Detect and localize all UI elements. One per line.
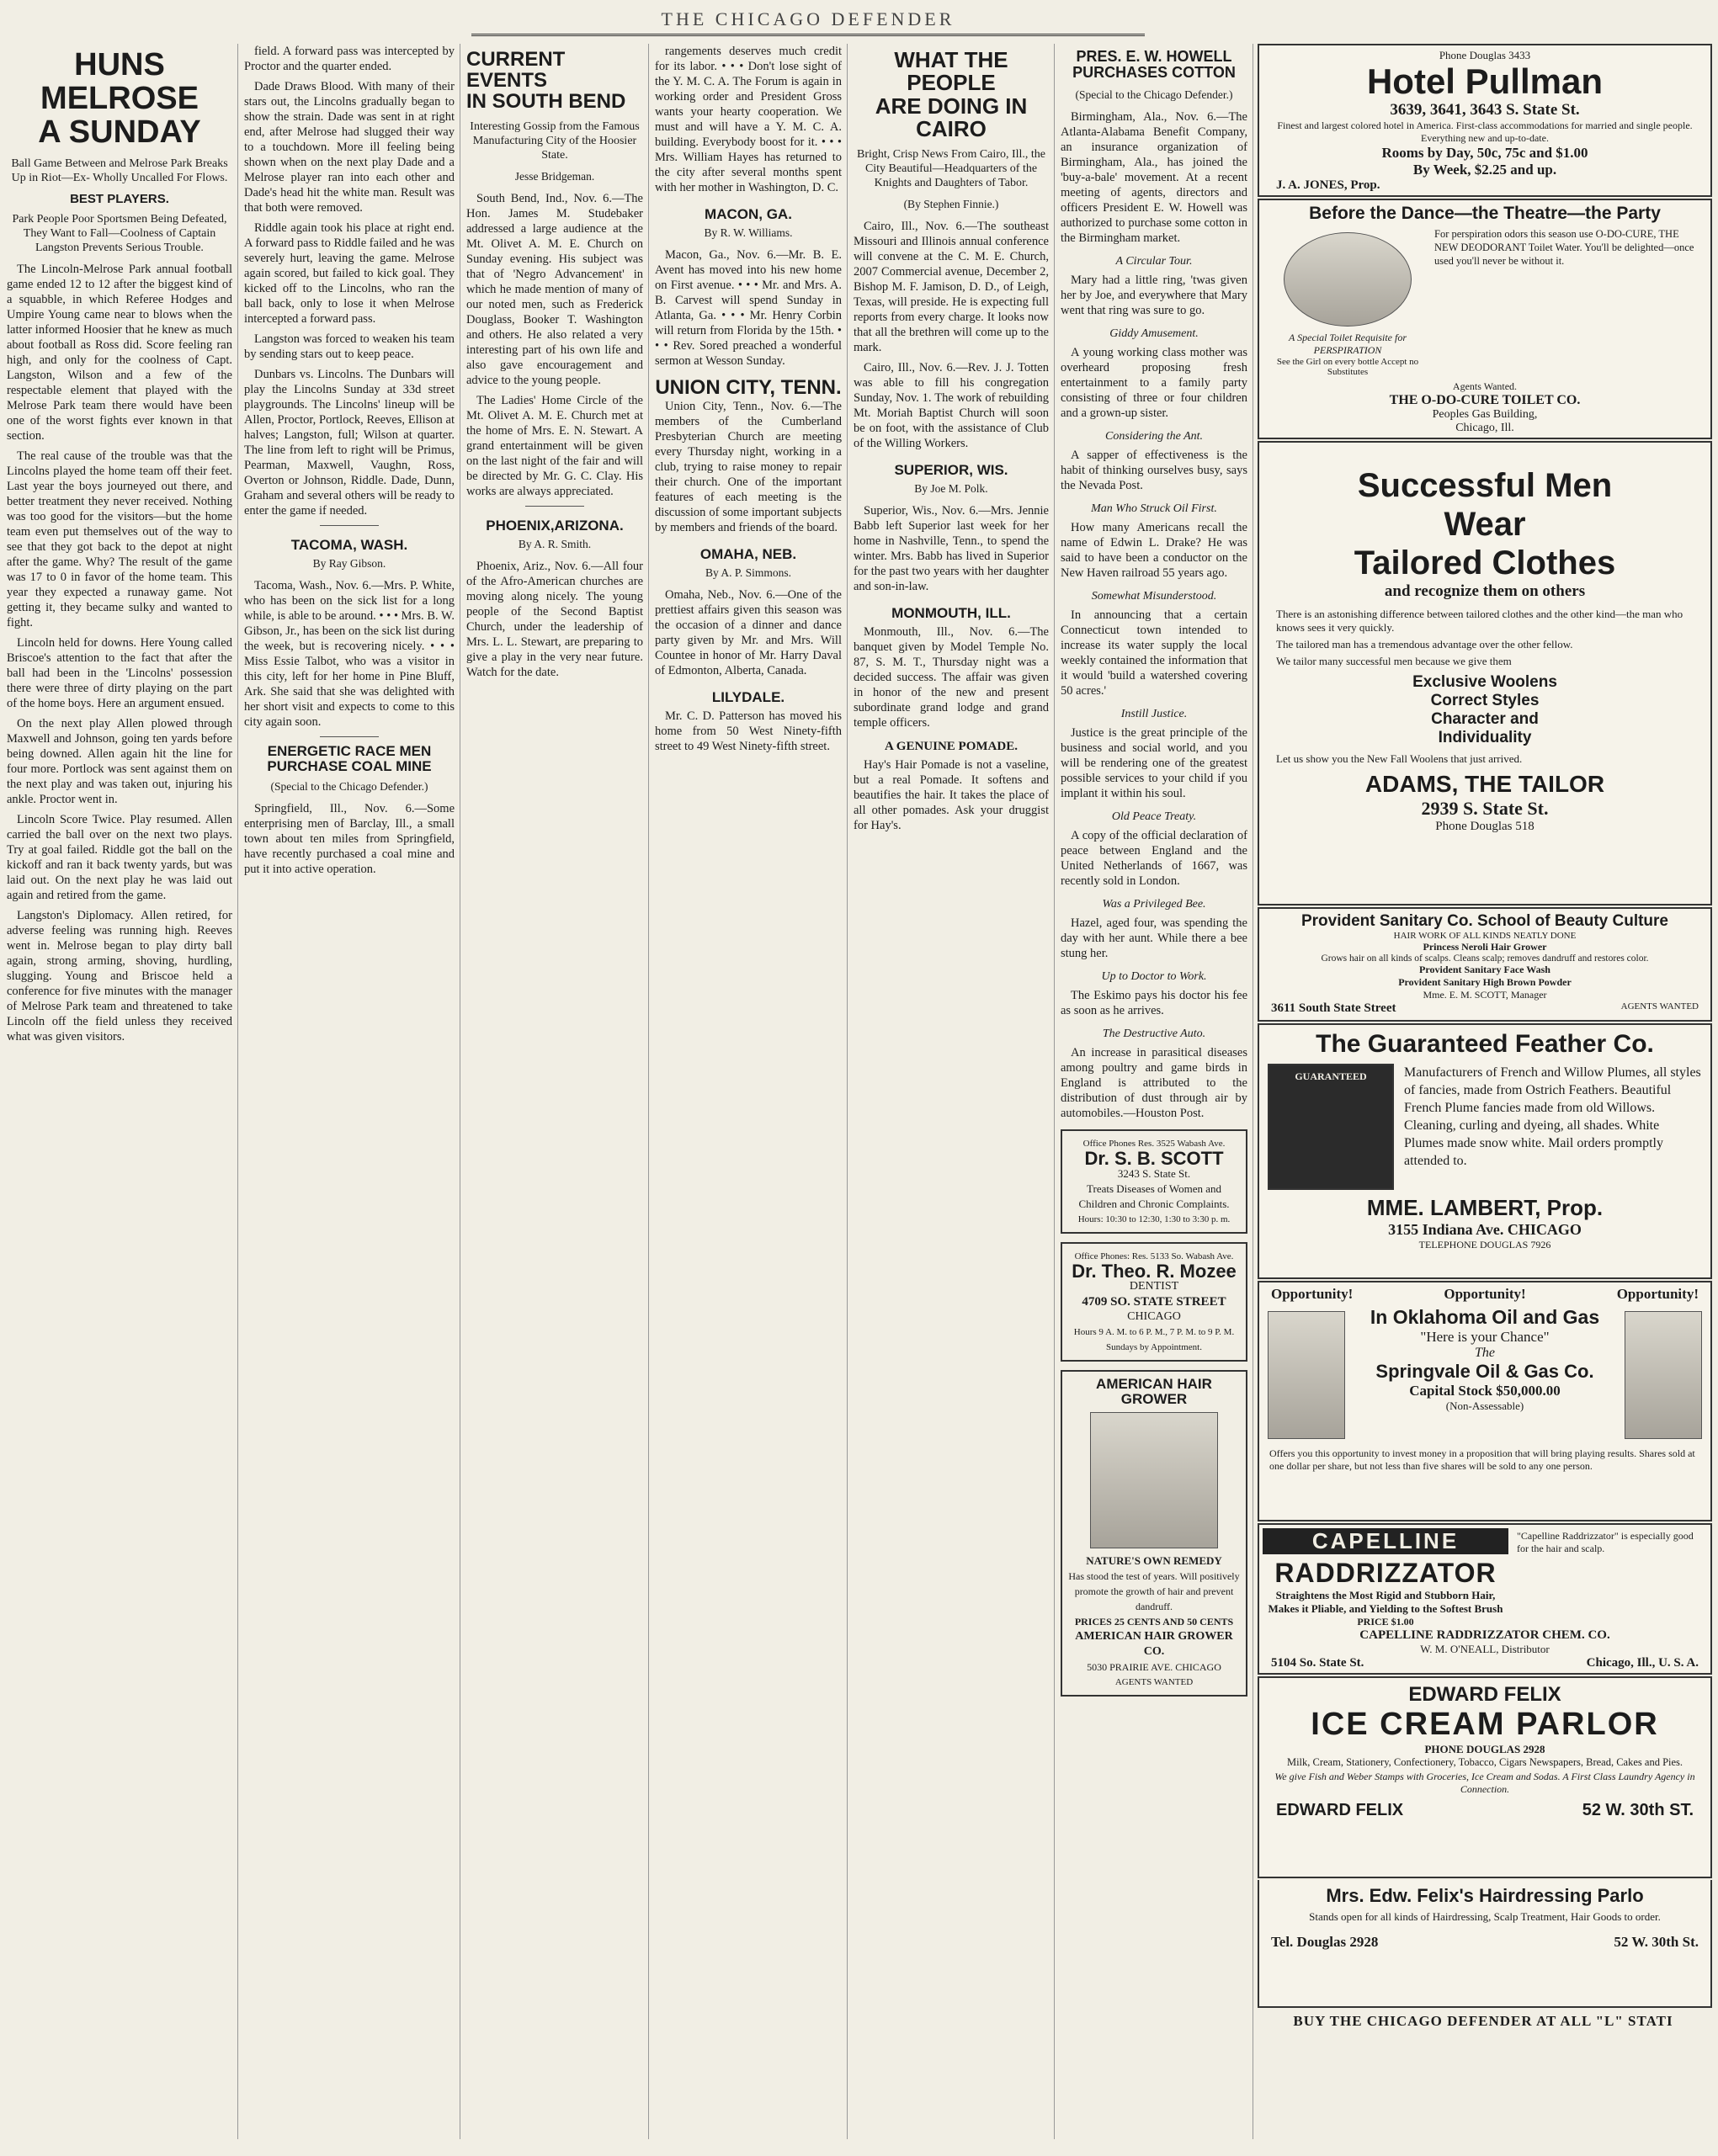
capelline-price: PRICE $1.00	[1357, 1616, 1414, 1628]
coal-mine-headline: ENERGETIC RACE MEN PURCHASE COAL MINE	[267, 743, 432, 774]
felix-hairdressing-ad	[1258, 1880, 1712, 2008]
feather-name: MME. LAMBERT, Prop.	[1366, 1195, 1604, 1220]
oil-derrick-illustration	[1268, 1311, 1345, 1439]
feather-address: 3155 Indiana Ave. CHICAGO	[1388, 1221, 1582, 1238]
provident-title: Provident Sanitary Co. School of Beauty Culture	[1300, 912, 1668, 930]
macon-text: Macon, Ga., Nov. 6.—Mr. B. E. Avent has moved into his new home on First avenue. • • • Mr. and Mrs. A. B. Carvest will spend Sunday in Atlanta, Ga. • • • Mr. Henry Corbin will return from Florida by the 15th. • • • Rev. Sored preached a wonderful sermon at Wesson Sunday.	[655, 248, 842, 368]
pullman-rates-week: By Week, $2.25 and up.	[1412, 162, 1557, 178]
lilydale-text: Mr. C. D. Patterson has moved his home from 50 West Ninety-fifth street to 49 West Ninety-fifth street.	[655, 709, 842, 753]
hair-grower-title: AMERICAN HAIR GROWER	[1096, 1375, 1212, 1407]
item-text: Mary had a little ring, 'twas given her by Joe, and everywhere that Mary went that ring was sure to go.	[1061, 273, 1247, 317]
lilydale-heading: LILYDALE.	[711, 689, 785, 705]
felix-hair-phone: Tel. Douglas 2928	[1271, 1934, 1379, 1950]
feather-text: Manufacturers of French and Willow Plumes, all styles of fancies, made from Ostrich Feathers. Beautiful French Plume fancies made from old Willows. Cleaning, curling and dyeing, all shades. White Plumes made snow white. Mail orders promptly attended to.	[1404, 1065, 1701, 1168]
adams-address: 2939 S. State St.	[1421, 798, 1549, 819]
oil-derrick-illustration	[1625, 1311, 1702, 1439]
page-masthead: THE CHICAGO DEFENDER	[471, 5, 1145, 36]
capelline-name-1: CAPELLINE	[1263, 1528, 1508, 1554]
adams-bullet: The tailored man has a tremendous advantage over the other fellow.	[1276, 638, 1573, 651]
odocure-seal: A Special Toilet Requisite for PERSPIRATION	[1289, 332, 1407, 356]
provident-sub: HAIR WORK OF ALL KINDS NEATLY DONE	[1393, 931, 1577, 941]
item-heading: Up to Doctor to Work.	[1101, 969, 1207, 983]
item-text: An increase in parasitical diseases among poultry and game birds in England is attributed to the distribution of dust through air by automobiles.—Houston Post.	[1061, 1045, 1247, 1120]
item-heading: Old Peace Treaty.	[1111, 810, 1197, 823]
oil-opportunity: Opportunity!	[1616, 1286, 1699, 1302]
item-heading: Considering the Ant.	[1104, 429, 1204, 443]
adams-feature: Character and	[1431, 710, 1539, 728]
south-bend-continued: rangements deserves much credit for its labor. • • • Don't lose sight of the Y. M. C. A. The Forum is again in working order and President Gross wants your hearty cooperation. We must and will have a Y. M. C. A. building. Everybody boost for it. • • • Mrs. William Hayes has returned to the city after several months spent with her mother in Washington, D. C.	[655, 45, 842, 194]
mozee-address: 4709 SO. STATE STREET	[1082, 1294, 1226, 1309]
adams-name: ADAMS, THE TAILOR	[1364, 771, 1605, 797]
phoenix-heading: PHOENIX,ARIZONA.	[486, 517, 624, 534]
column-5	[854, 44, 1049, 2139]
football-paragraph: Lincoln held for downs. Here Young called Briscoe's attention to the fact that after the ball had been in the 'Lincolns' possession there were three of dirty playing on the part of the home boys. Here an argument ensued.	[7, 635, 232, 710]
howell-headline: PRES. E. W. HOWELL PURCHASES COTTON	[1072, 48, 1236, 81]
odocure-firm: THE O-DO-CURE TOILET CO.	[1389, 393, 1581, 407]
provident-line: Provident Sanitary Face Wash	[1419, 964, 1550, 975]
capelline-side-text: "Capelline Raddrizzator" is especially good for the hair and scalp.	[1517, 1530, 1694, 1554]
feather-title: The Guaranteed Feather Co.	[1316, 1030, 1654, 1058]
mozee-role: DENTIST	[1129, 1279, 1179, 1293]
felix-line: Milk, Cream, Stationery, Confectionery, Tobacco, Cigars Newspapers, Bread, Cakes and Pies.	[1286, 1756, 1683, 1768]
capelline-address: 5104 So. State St.	[1271, 1656, 1364, 1670]
defender-footer: BUY THE CHICAGO DEFENDER AT ALL "L" STATI	[1293, 2013, 1673, 2029]
hair-grower-agents: AGENTS WANTED	[1114, 1676, 1194, 1687]
howell-deck: (Special to the Chicago Defender.)	[1075, 88, 1233, 101]
scott-hours: Hours: 10:30 to 12:30, 1:30 to 3:30 p. m.	[1077, 1213, 1231, 1224]
pullman-phone: Phone Douglas 3433	[1439, 49, 1531, 61]
provident-line: Princess Neroli Hair Grower	[1423, 941, 1547, 953]
scott-line: Treats Diseases of Women and Children and Chronic Complaints.	[1078, 1182, 1230, 1210]
provident-line: Grows hair on all kinds of scalps. Cleans scalp; removes dandruff and restores color.	[1321, 953, 1649, 964]
pullman-prop: J. A. JONES, Prop.	[1276, 178, 1380, 192]
scott-ad	[1061, 1129, 1247, 1234]
tacoma-byline: By Ray Gibson.	[312, 557, 386, 570]
mozee-phones: Office Phones: Res. 5133 So. Wabash Ave.	[1074, 1251, 1234, 1261]
mozee-hours: Hours 9 A. M. to 6 P. M., 7 P. M. to 9 P. M. Sundays by Appointment.	[1073, 1326, 1235, 1352]
adams-bullet: There is an astonishing difference between tailored clothes and the other kind—the man who knows sees it very quickly.	[1276, 608, 1683, 634]
macon-byline: By R. W. Williams.	[704, 226, 793, 239]
pullman-rates-day: Rooms by Day, 50c, 75c and $1.00	[1381, 145, 1588, 161]
union-city-text: Union City, Tenn., Nov. 6.—The members of the Cumberland Presbyterian Church are meeting every Thursday night, working in a club, trying to raise money to repair their church. One of the important features of each meeting is the discussion of some important subjects by members and friends of the board.	[655, 400, 842, 534]
item-heading: The Destructive Auto.	[1102, 1027, 1206, 1040]
south-bend-deck: Interesting Gossip from the Famous Manufacturing City of the Hoosier State.	[470, 119, 640, 162]
hair-grower-firm: AMERICAN HAIR GROWER CO.	[1075, 1629, 1233, 1658]
adams-bullet: We tailor many successful men because we give them	[1276, 655, 1512, 667]
adams-feature: Correct Styles	[1430, 692, 1540, 709]
pullman-address: 3639, 3641, 3643 S. State St.	[1390, 101, 1580, 119]
column-4	[655, 44, 842, 2139]
monmouth-text: Monmouth, Ill., Nov. 6.—The banquet given by Model Temple No. 87, S. M. T., Thursday night was a decided success. The affair was given in honor of the new and present subordinate grand lodge and grand temple officers.	[854, 625, 1049, 730]
adams-phone: Phone Douglas 518	[1435, 820, 1534, 833]
item-text: How many Americans recall the name of Edwin L. Drake? He was said to have been a conductor on the New Haven railroad 55 years ago.	[1061, 520, 1247, 580]
adams-headline-2: Wear	[1444, 506, 1526, 543]
oil-quote: "Here is your Chance"	[1420, 1329, 1550, 1345]
feather-phone: TELEPHONE DOUGLAS 7926	[1418, 1239, 1551, 1251]
capelline-firm: CAPELLINE RADDRIZZATOR CHEM. CO.	[1359, 1628, 1610, 1642]
column-6	[1061, 44, 1247, 2139]
capelline-ad	[1258, 1523, 1712, 1675]
south-bend-text: South Bend, Ind., Nov. 6.—The Hon. James M. Studebaker addressed a large audience at the Mt. Olivet A. M. E. Church on Sunday evening. His subject was that of 'Negro Advancement' in which he made mention of many of our noted men, such as Frederick Douglass, Booker T. Washington and others. He also related a very interesting part of his own life and also gave encouragement and advice to the young people.	[466, 191, 643, 387]
adams-feature: Individuality	[1438, 729, 1532, 746]
item-heading: Giddy Amusement.	[1109, 327, 1199, 340]
football-deck: Ball Game Between and Melrose Park Breaks Up in Riot—Ex- Wholly Uncalled For Flows.	[11, 157, 228, 184]
felix-ad	[1258, 1676, 1712, 1878]
column-rule	[847, 44, 848, 2139]
item-text: A sapper of effectiveness is the habit of thinking ourselves busy, says the Nevada Post.	[1061, 448, 1247, 492]
cairo-deck: Bright, Crisp News From Cairo, Ill., the City Beautiful—Headquarters of the Knights and Daughters of Tabor.	[857, 148, 1045, 190]
column-2	[244, 44, 455, 2139]
felix-line: We give Fish and Weber Stamps with Groceries, Ice Cream and Sodas. A First Class Laundry Agency in Connection.	[1274, 1771, 1695, 1795]
felix-address: 52 W. 30th ST.	[1582, 1801, 1694, 1819]
oil-assess: (Non-Assessable)	[1445, 1399, 1524, 1412]
pullman-name: Hotel Pullman	[1366, 61, 1604, 101]
divider	[320, 736, 379, 737]
coal-mine-text: Springfield, Ill., Nov. 6.—Some enterprising men of Barclay, Ill., a small town about ten miles from Springfield, have recently purchased a coal mine and put it into active operation.	[244, 802, 455, 876]
capelline-city: Chicago, Ill., U. S. A.	[1586, 1656, 1699, 1670]
mozee-name: Dr. Theo. R. Mozee	[1072, 1260, 1237, 1282]
omaha-heading: OMAHA, NEB.	[699, 546, 797, 562]
felix-hair-title: Mrs. Edw. Felix's Hairdressing Parlo	[1326, 1885, 1644, 1906]
provident-manager: Mme. E. M. SCOTT, Manager	[1423, 989, 1547, 1001]
capelline-text: Straightens the Most Rigid and Stubborn Hair, Makes it Pliable, and Yielding to the Softest Brush	[1268, 1589, 1503, 1615]
howell-text: Birmingham, Ala., Nov. 6.—The Atlanta-Alabama Benefit Company, an insurance organization of Birmingham, Ala., has joined the 'buy-a-bale' movement. At a recent meeting of agents, directors and officers President E. W. Howell was authorized to purchase some cotton in the Birmingham market.	[1061, 109, 1247, 245]
column-rule	[648, 44, 649, 2139]
odocure-sub: See the Girl on every bottle Accept no Substitutes	[1276, 357, 1419, 377]
item-heading: A Circular Tour.	[1115, 254, 1193, 268]
scott-phones: Office Phones Res. 3525 Wabash Ave.	[1082, 1138, 1226, 1149]
felix-phone: PHONE DOUGLAS 2928	[1424, 1743, 1545, 1755]
cairo-byline: (By Stephen Finnie.)	[903, 198, 999, 211]
item-text: A young working class mother was overheard proposing fresh entertainment to a family party consisting of three or four children and a grown-up sister.	[1061, 345, 1247, 420]
football-paragraph: The Lincoln-Melrose Park annual football game ended 12 to 12 after the biggest kind of a squabble, in which Referee Hodges and Umpire Young came near to blows when the latter informed Hoosier that he knew as much about football as Ross did. Score feeling ran high, and only for the coolness of Capt. Langston, Wilson and a few of the respectable element that played with the Melrose Park team there would have been one of the worst fights ever known in that section.	[7, 262, 232, 443]
adams-feature: Exclusive Woolens	[1412, 673, 1557, 691]
felix-title: ICE CREAM PARLOR	[1311, 1707, 1659, 1742]
felix-name: EDWARD FELIX	[1408, 1683, 1561, 1706]
oil-opportunity: Opportunity!	[1271, 1286, 1354, 1302]
football-paragraph: Langston's Diplomacy. Allen retired, for adverse feeling was running high. Reeves went in. Melrose began to play dirty ball again, strong arming, shoving, hurdling, slugging. Young and Briscoe held a conference for five minutes with the manager of Melrose Park team and threatened to take Lincoln off the field unless they received what was given visitors.	[7, 908, 232, 1043]
item-text: In announcing that a certain Connecticut town intended to increase its water supply the local weekly contained the information that it would 'build a watershed covering 50 acres.'	[1061, 608, 1247, 698]
divider	[525, 506, 584, 507]
item-heading: Was a Privileged Bee.	[1102, 897, 1206, 911]
item-text: Hazel, aged four, was spending the day with her aunt. While there a bee stung her.	[1061, 916, 1247, 960]
football-subhead: BEST PLAYERS.	[70, 191, 169, 206]
hair-grower-text: Has stood the test of years. Will positively promote the growth of hair and prevent dandruff.	[1068, 1569, 1240, 1612]
pullman-line: Finest and largest colored hotel in America. First-class accommodations for married and single people. Everything new and up-to-date.	[1277, 119, 1693, 144]
oil-stock: Capital Stock $50,000.00	[1409, 1383, 1561, 1399]
hair-grower-ad	[1061, 1370, 1247, 1697]
football-headline: HUNS MELROSE A SUNDAY	[38, 47, 201, 150]
coal-mine-deck: (Special to the Chicago Defender.)	[270, 780, 428, 793]
south-bend-text: The Ladies' Home Circle of the Mt. Olivet A. M. E. Church met at the home of Mrs. E. N. Stewart. A grand entertainment will be given on the last night of the fair and will be directed by Mr. G. C. Clay. His works are always appreciated.	[466, 393, 643, 498]
adams-bullet: Let us show you the New Fall Woolens that just arrived.	[1276, 752, 1523, 765]
pomade-heading: A GENUINE POMADE.	[885, 740, 1018, 754]
football-subdeck: Park People Poor Sportsmen Being Defeated, They Want to Fall—Coolness of Captain Langston Prevents Serious Trouble.	[12, 212, 227, 254]
oil-ad	[1258, 1281, 1712, 1521]
mozee-city: CHICAGO	[1127, 1309, 1181, 1323]
odocure-agents: Agents Wanted.	[1452, 380, 1518, 392]
superior-byline: By Joe M. Polk.	[914, 482, 988, 496]
football-paragraph: Lincoln Score Twice. Play resumed. Allen carried the ball over on the next two plays. Try at goal failed. Riddle got the ball on the kickoff and ran it back twenty yards, but was laid out. On the next play he was laid out again and retired from the game.	[7, 812, 232, 902]
provident-ad	[1258, 907, 1712, 1022]
scott-address: 3243 S. State St.	[1117, 1166, 1191, 1180]
item-heading: Somewhat Misunderstood.	[1091, 589, 1217, 603]
hair-grower-caption: NATURE'S OWN REMEDY	[1086, 1553, 1222, 1567]
item-text: The Eskimo pays his doctor his fee as soon as he arrives.	[1061, 988, 1247, 1017]
omaha-byline: By A. P. Simmons.	[705, 566, 792, 579]
superior-heading: SUPERIOR, WIS.	[894, 462, 1008, 479]
south-bend-byline: Jesse Bridgeman.	[514, 169, 595, 183]
oil-text: Offers you this opportunity to invest money in a proposition that will bring playing results. Shares sold at one dollar per share, but not less than five shares will be sold to any one person.	[1269, 1447, 1695, 1472]
pomade-text: Hay's Hair Pomade is not a vaseline, but a real Pomade. It softens and beautifies the hair. It takes the place of all other pomades. Ask your druggist for Hay's.	[854, 758, 1049, 833]
item-text: Justice is the great principle of the business and social world, and you will be rendering one of the greatest possible services to your child if you implant it within his soul.	[1061, 725, 1247, 800]
column-1	[7, 44, 232, 2139]
item-heading: Man Who Struck Oil First.	[1091, 502, 1217, 515]
oil-title: In Oklahoma Oil and Gas	[1370, 1306, 1600, 1328]
cairo-text: Cairo, Ill., Nov. 6.—The southeast Missouri and Illinois annual conference will convene at the C. M. E. Church, 2007 Commercial avenue, December 2, Bishop M. F. Jamison, D. D., of Leigh, Texas, will preside. He is expecting full reports from every charge. It looks now that all the brethren will come up to the mark.	[854, 220, 1049, 355]
feather-tag: GUARANTEED	[1295, 1070, 1367, 1082]
adams-headline-1: Successful Men	[1357, 467, 1613, 504]
mozee-ad	[1061, 1242, 1247, 1362]
adams-tailor-ad	[1258, 441, 1712, 905]
tacoma-heading: TACOMA, WASH.	[290, 537, 408, 553]
odocure-text: For perspiration odors this season use O-DO-CURE, THE NEW DEODORANT Toilet Water. You'll be delighted—once used you'll never be without it.	[1434, 228, 1694, 267]
football-continued: field. A forward pass was intercepted by Proctor and the quarter ended.	[244, 45, 455, 73]
felix-signature: EDWARD FELIX	[1276, 1801, 1404, 1819]
column-rule	[1054, 44, 1055, 2139]
item-text: A copy of the official declaration of peace between England and the United Netherlands of 1667, was recently sold in London.	[1061, 828, 1247, 888]
football-paragraph: The real cause of the trouble was that the Lincolns played the home team off their feet. Last year the boys journeyed out there, and better treatment they never received. Nothing was too good for the visitors—but the home team even put themselves out of the way to see that they got back to the depot at night after the game. Why? The result of the game was 17 to 0 in favor of the home team. This year they expected a runaway game. Not getting it, they became sulky and wanted to fight.	[7, 449, 232, 629]
odocure-ad	[1258, 199, 1712, 439]
provident-line: Provident Sanitary High Brown Powder	[1398, 976, 1572, 988]
oil-opportunity: Opportunity!	[1444, 1286, 1526, 1302]
union-city-heading: UNION CITY, TENN.	[655, 376, 842, 399]
phoenix-byline: By A. R. Smith.	[518, 537, 592, 550]
omaha-text: Omaha, Neb., Nov. 6.—One of the prettiest affairs given this season was the occasion of a dinner and dance party given by Mr. and Mrs. Will Countee in honor of Mr. Harry Daval of Edmonton, Alberta, Canada.	[655, 588, 842, 677]
south-bend-headline: CURRENT EVENTS IN SOUTH BEND	[466, 48, 626, 114]
feather-ad	[1258, 1023, 1712, 1279]
capelline-distributor: W. M. O'NEALL, Distributor	[1420, 1643, 1550, 1655]
football-continued: Riddle again took his place at right end. A forward pass to Riddle failed and he was severely hurt, leaving the game. Melrose again scored, but failed to kick goal. They kicked off to the Lincolns, who ran the ball back, only to lose it when Melrose intercepted a forward pass.	[244, 221, 455, 326]
hair-grower-address: 5030 PRAIRIE AVE. CHICAGO	[1087, 1660, 1221, 1673]
scott-name: Dr. S. B. SCOTT	[1084, 1147, 1224, 1169]
football-continued: Dade Draws Blood. With many of their stars out, the Lincolns gradually began to show the strain. Dade was sent in at right end, after Melrose had slugged their way to a touchdown. More ill feeling being shown when on the next play Dade and a Melrose player ran into each other and Dade's head hit the white man. Result was that both were removed.	[244, 80, 455, 215]
superior-text: Superior, Wis., Nov. 6.—Mrs. Jennie Babb left Superior last week for her home in Nashville, Tenn., to spend the winter. Mrs. Babb has lived in Superior for the past two years with her daughter and son-in-law.	[854, 504, 1049, 594]
column-rule	[237, 44, 238, 2139]
adams-headline-3: Tailored Clothes	[1354, 544, 1616, 581]
monmouth-heading: MONMOUTH, ILL.	[891, 605, 1011, 622]
oil-the: The	[1475, 1346, 1495, 1360]
football-continued: Dunbars vs. Lincolns. The Dunbars will play the Lincolns Sunday at 33d street playgrounds. The Lincolns' lineup will be Allen, Proctor, Portlock, Reeves, Ellison at halves; Langston, full; Wilson at quarter. The line from left to right will be Primus, Pearman, Maxwell, Vaughn, Ross, Overton or Johnson, Riddle. Dade, Dunn, Graham and several others will be ready to enter the game if needed.	[244, 368, 455, 518]
capelline-name-2: RADDRIZZATOR	[1274, 1558, 1497, 1588]
hair-grower-price: PRICES 25 CENTS AND 50 CENTS	[1074, 1615, 1234, 1628]
item-heading: Instill Justice.	[1120, 707, 1188, 720]
cairo-text: Cairo, Ill., Nov. 6.—Rev. J. J. Totten was able to fill his congregation Sunday, Nov. 1. The work of rebuilding Mt. Moriah Baptist Church will soon be on foot, with the assistance of Club of the Willing Workers.	[854, 361, 1049, 451]
oil-company: Springvale Oil & Gas Co.	[1375, 1361, 1594, 1382]
football-paragraph: On the next play Allen plowed through Maxwell and Johnson, going ten yards before being downed. Allen again hit the line for four more. Portlock was sent against them on the next play and was taken out, injuring his ankle. Proctor went in.	[7, 716, 232, 806]
felix-hair-address: 52 W. 30th St.	[1614, 1934, 1699, 1950]
hotel-pullman-ad	[1258, 44, 1712, 197]
odocure-city: Chicago, Ill.	[1455, 422, 1514, 434]
provident-address: 3611 South State Street	[1271, 1001, 1396, 1015]
macon-heading: MACON, GA.	[705, 206, 792, 222]
odocure-illustration	[1284, 232, 1412, 327]
odocure-address: Peoples Gas Building,	[1432, 408, 1538, 421]
divider	[320, 525, 379, 526]
tacoma-text: Tacoma, Wash., Nov. 6.—Mrs. P. White, who has been on the sick list for a long while, is able to be around. • • • Mrs. B. W. Gibson, Jr., has been on the sick list during the week, but is recovering nicely. • • • Miss Essie Talbot, who was a visitor in this city, left for her home in Pine Bluff, Ark. She said that she was delighted with her short visit and expects to come to this city again soon.	[244, 579, 455, 729]
cairo-headline: WHAT THE PEOPLE ARE DOING IN CAIRO	[875, 47, 1028, 141]
feather-illustration	[1268, 1064, 1394, 1190]
football-continued: Langston was forced to weaken his team by sending stars out to keep peace.	[244, 332, 455, 361]
adams-headline-4: and recognize them on others	[1384, 582, 1586, 600]
hair-grower-portrait	[1090, 1412, 1218, 1548]
felix-hair-text: Stands open for all kinds of Hairdressing, Scalp Treatment, Hair Goods to order.	[1309, 1910, 1661, 1923]
column-3	[466, 44, 643, 2139]
phoenix-text: Phoenix, Ariz., Nov. 6.—All four of the Afro-American churches are moving along nicely. The young people of the Second Baptist Church, under the leadership of Mrs. L. L. Stewart, are preparing to give a play in the very near future. Watch for the date.	[466, 559, 643, 679]
odocure-title: Before the Dance—the Theatre—the Party	[1309, 204, 1661, 223]
provident-agents: AGENTS WANTED	[1620, 1001, 1699, 1012]
